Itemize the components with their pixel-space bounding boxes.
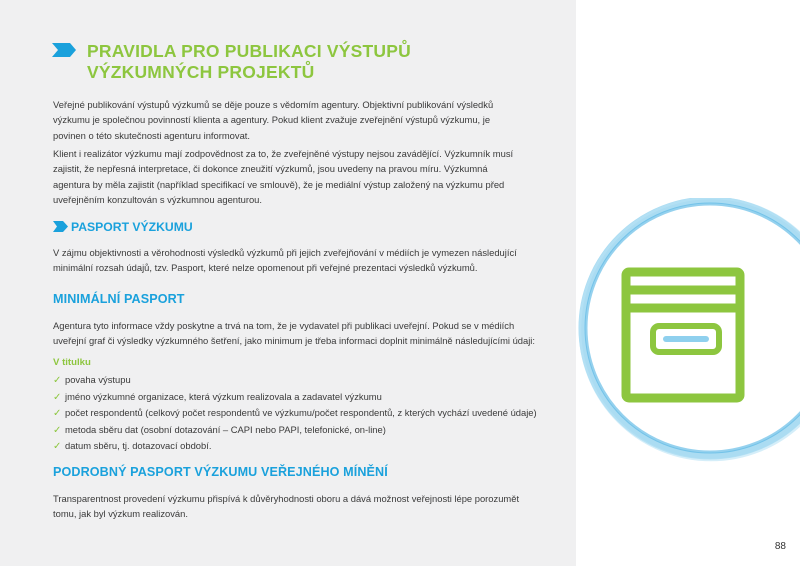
detailed-pasport-heading: PODROBNÝ PASPORT VÝZKUMU VEŘEJNÉHO MÍNĚNÍ <box>53 465 388 479</box>
minimal-pasport-list <box>53 372 553 455</box>
checkmark-icon: ✓ <box>53 375 62 386</box>
book-illustration <box>540 198 800 468</box>
chevron-right-icon <box>53 221 69 232</box>
list-item: ✓ metoda sběru dat (osobní dotazování – CAPI nebo PAPI, telefonické, on-line) <box>53 422 553 439</box>
minimal-pasport-heading: MINIMÁLNÍ PASPORT <box>53 292 185 306</box>
book-icon <box>622 272 740 398</box>
list-item: ✓ jméno výzkumné organizace, která výzkum realizovala a zadavatel výzkumu <box>53 389 553 406</box>
checkmark-icon: ✓ <box>53 424 62 436</box>
list-item: ✓ povaha výstupu <box>53 372 553 389</box>
list-item: ✓ počet respondentů (celkový počet respondentů ve výzkumu/počet respondentů, z kterých vychází uvedené údaje) <box>53 405 553 422</box>
checkmark-icon: ✓ <box>53 408 62 419</box>
intro-paragraph-2: Klient i realizátor výzkumu mají zodpovědnost za to, že zveřejněné výstupy nejsou zavádějící. Výzkumník musí zajistit, že nepřesná interpretace, či dokonce zneužití výzkumů, jsou uvedeny na pravou míru. Výzkumná agentura by měla zajistit (například specifikací ve smlouvě), že je mediální výstup založený na výzkumu před uveřejněním konzultován s výzkumnou agenturou. <box>53 148 514 205</box>
intro-paragraph-1: Veřejné publikování výstupů výzkumů se děje pouze s vědomím agentury. Objektivní publikování výsledků výzkumu je společnou povinností klienta a agentury. Pokud klient zvažuje zveřejnění výstupů výzkumu, je povinen o této skutečnosti agenturu informovat. <box>53 99 494 141</box>
checkmark-icon: ✓ <box>53 391 62 403</box>
pasport-heading: PASPORT VÝZKUMU <box>71 220 193 234</box>
page-number: 88 <box>774 541 786 552</box>
title-subheading: V titulku <box>53 357 91 368</box>
chevron-right-icon <box>52 43 80 57</box>
pasport-paragraph: V zájmu objektivnosti a věrohodnosti výsledků výzkumů při jejich zveřejňování v médiích je vymezen následující minimální rozsah údajů, tzv. Pasport, které nelze opomenout při veřejné prezentaci výsledků výzkumů. <box>53 247 517 274</box>
checkmark-icon: ✓ <box>53 441 62 452</box>
minimal-pasport-paragraph: Agentura tyto informace vždy poskytne a trvá na tom, že je vydavatel při publikaci uveřejní. Pokud se v médiích uveřejní graf či výsledky výzkumného šetření, jako minimum je třeba informaci doplnit minimálně následujícími údaji: <box>53 320 535 347</box>
detailed-pasport-paragraph: Transparentnost provedení výzkumu přispívá k důvěryhodnosti oboru a dává možnost veřejnosti lépe porozumět tomu, jak byl výzkum realizován. <box>53 493 520 520</box>
page-title: PRAVIDLA PRO PUBLIKACI VÝSTUPŮ VÝZKUMNÝCH PROJEKTŮ <box>87 41 411 82</box>
list-item: ✓ datum sběru, tj. dotazovací období. <box>53 438 553 455</box>
